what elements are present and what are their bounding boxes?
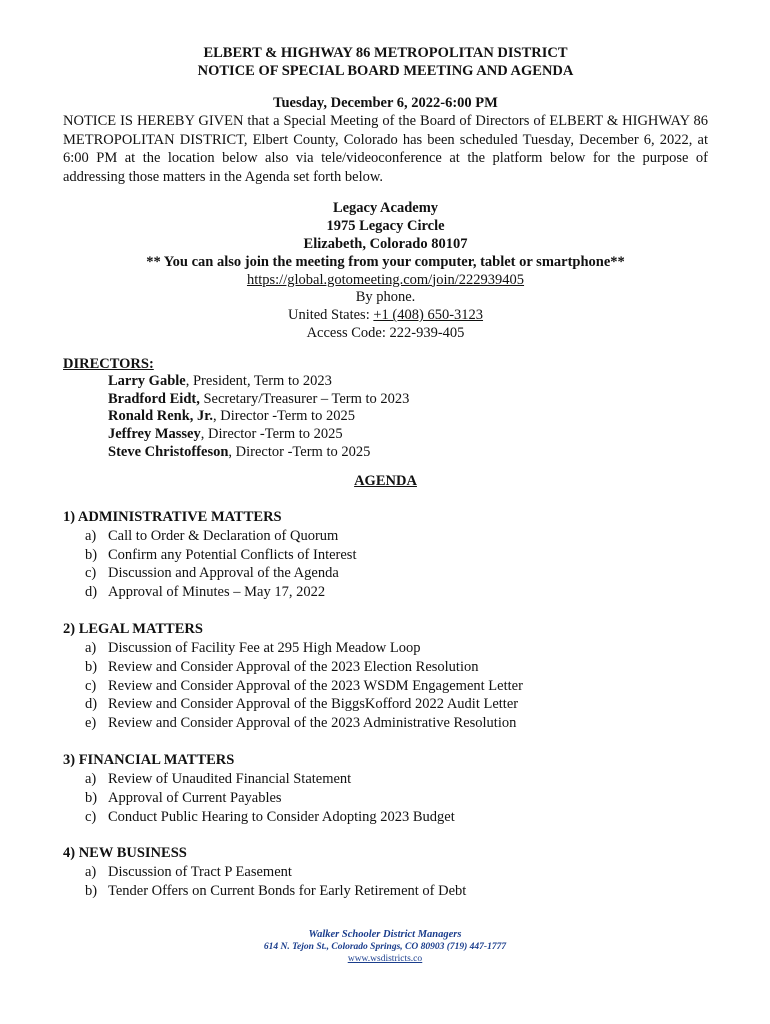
director-role: Secretary/Treasurer – Term to 2023 xyxy=(199,390,410,407)
agenda-item-letter: c) xyxy=(85,677,97,694)
agenda-item-letter: b) xyxy=(85,789,98,806)
director-row xyxy=(108,373,708,391)
agenda-item-letter: d) xyxy=(85,696,98,713)
footer xyxy=(0,928,770,966)
agenda-item xyxy=(85,677,708,696)
agenda-item-text: Approval of Current Payables xyxy=(108,789,282,806)
director-name: Bradford Eidt, xyxy=(108,390,200,407)
director-row xyxy=(108,444,708,462)
document-title xyxy=(63,44,708,80)
location-name: Legacy Academy xyxy=(332,200,439,217)
meeting-location xyxy=(63,200,708,342)
agenda-item xyxy=(85,658,708,677)
agenda-item-text: Review and Consider Approval of the BiggsKofford 2022 Audit Letter xyxy=(108,696,519,713)
agenda-item-text: Confirm any Potential Conflicts of Interest xyxy=(108,546,357,563)
join-online-note: ** You can also join the meeting from your computer, tablet or smartphone** xyxy=(146,253,625,270)
phone-country-label: United States: xyxy=(287,307,374,324)
agenda-item-letter: b) xyxy=(85,546,98,563)
agenda-item xyxy=(85,583,708,602)
agenda-item-letter: c) xyxy=(85,565,97,582)
director-role: , President, Term to 2023 xyxy=(185,372,332,389)
district-name: ELBERT & HIGHWAY 86 METROPOLITAN DISTRICT xyxy=(203,45,568,61)
footer-company: Walker Schooler District Managers xyxy=(308,929,462,940)
agenda-section xyxy=(63,508,708,602)
agenda-item xyxy=(85,714,708,733)
agenda-item xyxy=(85,770,708,789)
agenda-item xyxy=(85,882,708,901)
footer-address: 614 N. Tejon St., Colorado Springs, CO 80903 (719) 447-1777 xyxy=(263,942,507,952)
agenda-heading-text: AGENDA xyxy=(354,472,417,489)
agenda-section xyxy=(63,844,708,901)
footer-website-link[interactable]: www.wsdistricts.co xyxy=(347,954,423,964)
directors-heading-text: DIRECTORS: xyxy=(63,355,154,372)
agenda-item xyxy=(85,695,708,714)
location-street: 1975 Legacy Circle xyxy=(326,218,445,235)
agenda-item-text: Approval of Minutes – May 17, 2022 xyxy=(108,584,326,601)
phone-line xyxy=(63,307,708,325)
agenda-item-list xyxy=(63,770,708,826)
director-row xyxy=(108,391,708,409)
agenda-sections xyxy=(63,508,708,901)
agenda-section xyxy=(63,620,708,733)
agenda-item xyxy=(85,527,708,546)
agenda-item-text: Review of Unaudited Financial Statement xyxy=(108,770,352,787)
notice-paragraph: NOTICE IS HEREBY GIVEN that a Special Meeting of the Board of Directors of ELBERT & HIGHWAY 86 METROPOLITAN DISTRICT, Elbert County, Colorado has been scheduled Tuesday, December 6, 2022, at 6:00 PM at the location below also via tele/videoconference at the platform below for the purpose of addressing those matters in the Agenda set forth below. xyxy=(63,113,708,185)
agenda-item-letter: d) xyxy=(85,584,98,601)
agenda-item-text: Review and Consider Approval of the 2023 Election Resolution xyxy=(108,658,479,675)
agenda-item-letter: a) xyxy=(85,864,97,881)
agenda-section-title: 4) NEW BUSINESS xyxy=(63,845,187,862)
agenda-section-title: 1) ADMINISTRATIVE MATTERS xyxy=(63,508,282,525)
agenda-item-letter: a) xyxy=(85,639,97,656)
agenda-item xyxy=(85,863,708,882)
agenda-item-text: Discussion of Facility Fee at 295 High Meadow Loop xyxy=(108,639,421,656)
agenda-item xyxy=(85,808,708,827)
agenda-item xyxy=(85,546,708,565)
agenda-item xyxy=(85,564,708,583)
director-row xyxy=(108,408,708,426)
agenda-item-list xyxy=(63,863,708,901)
agenda-item-text: Review and Consider Approval of the 2023 Administrative Resolution xyxy=(108,715,517,732)
agenda-item-letter: b) xyxy=(85,883,98,900)
notice-document xyxy=(63,44,708,901)
directors-list xyxy=(63,373,708,462)
meeting-date: Tuesday, December 6, 2022-6:00 PM xyxy=(273,95,498,111)
by-phone-label: By phone. xyxy=(355,289,416,306)
agenda-item-text: Review and Consider Approval of the 2023 WSDM Engagement Letter xyxy=(108,677,523,694)
notice-title: NOTICE OF SPECIAL BOARD MEETING AND AGENDA xyxy=(197,63,574,79)
director-name: Jeffrey Massey xyxy=(108,426,201,443)
agenda-item-text: Discussion of Tract P Easement xyxy=(108,864,292,881)
agenda-item-text: Discussion and Approval of the Agenda xyxy=(108,565,339,582)
agenda-item-letter: c) xyxy=(85,808,97,825)
agenda-item-list xyxy=(63,639,708,733)
agenda-item-text: Tender Offers on Current Bonds for Early Retirement of Debt xyxy=(108,883,467,900)
agenda-item-text: Call to Order & Declaration of Quorum xyxy=(108,527,339,544)
phone-number-link[interactable]: +1 (408) 650-3123 xyxy=(373,307,484,324)
agenda-item-letter: a) xyxy=(85,770,97,787)
directors-heading xyxy=(63,355,708,373)
director-role: , Director -Term to 2025 xyxy=(200,426,343,443)
director-role: , Director -Term to 2025 xyxy=(213,408,355,425)
agenda-item-letter: b) xyxy=(85,658,98,675)
director-name: Ronald Renk, Jr. xyxy=(108,408,214,425)
meeting-url-link[interactable]: https://global.gotomeeting.com/join/222939405 xyxy=(246,271,525,288)
agenda-item-letter: a) xyxy=(85,527,97,544)
director-name: Larry Gable xyxy=(108,372,186,389)
agenda-item xyxy=(85,789,708,808)
agenda-item-letter: e) xyxy=(85,715,97,732)
director-row xyxy=(108,426,708,444)
agenda-section-title: 2) LEGAL MATTERS xyxy=(63,620,203,637)
agenda-item-list xyxy=(63,527,708,602)
director-name: Steve Christoffeson xyxy=(108,443,229,460)
agenda-heading xyxy=(63,472,708,490)
agenda-section-title: 3) FINANCIAL MATTERS xyxy=(63,751,235,768)
access-code: Access Code: 222-939-405 xyxy=(306,324,465,341)
agenda-item-text: Conduct Public Hearing to Consider Adopting 2023 Budget xyxy=(108,808,455,825)
agenda-item xyxy=(85,639,708,658)
director-role: , Director -Term to 2025 xyxy=(228,443,371,460)
location-city: Elizabeth, Colorado 80107 xyxy=(303,235,468,252)
agenda-section xyxy=(63,751,708,826)
